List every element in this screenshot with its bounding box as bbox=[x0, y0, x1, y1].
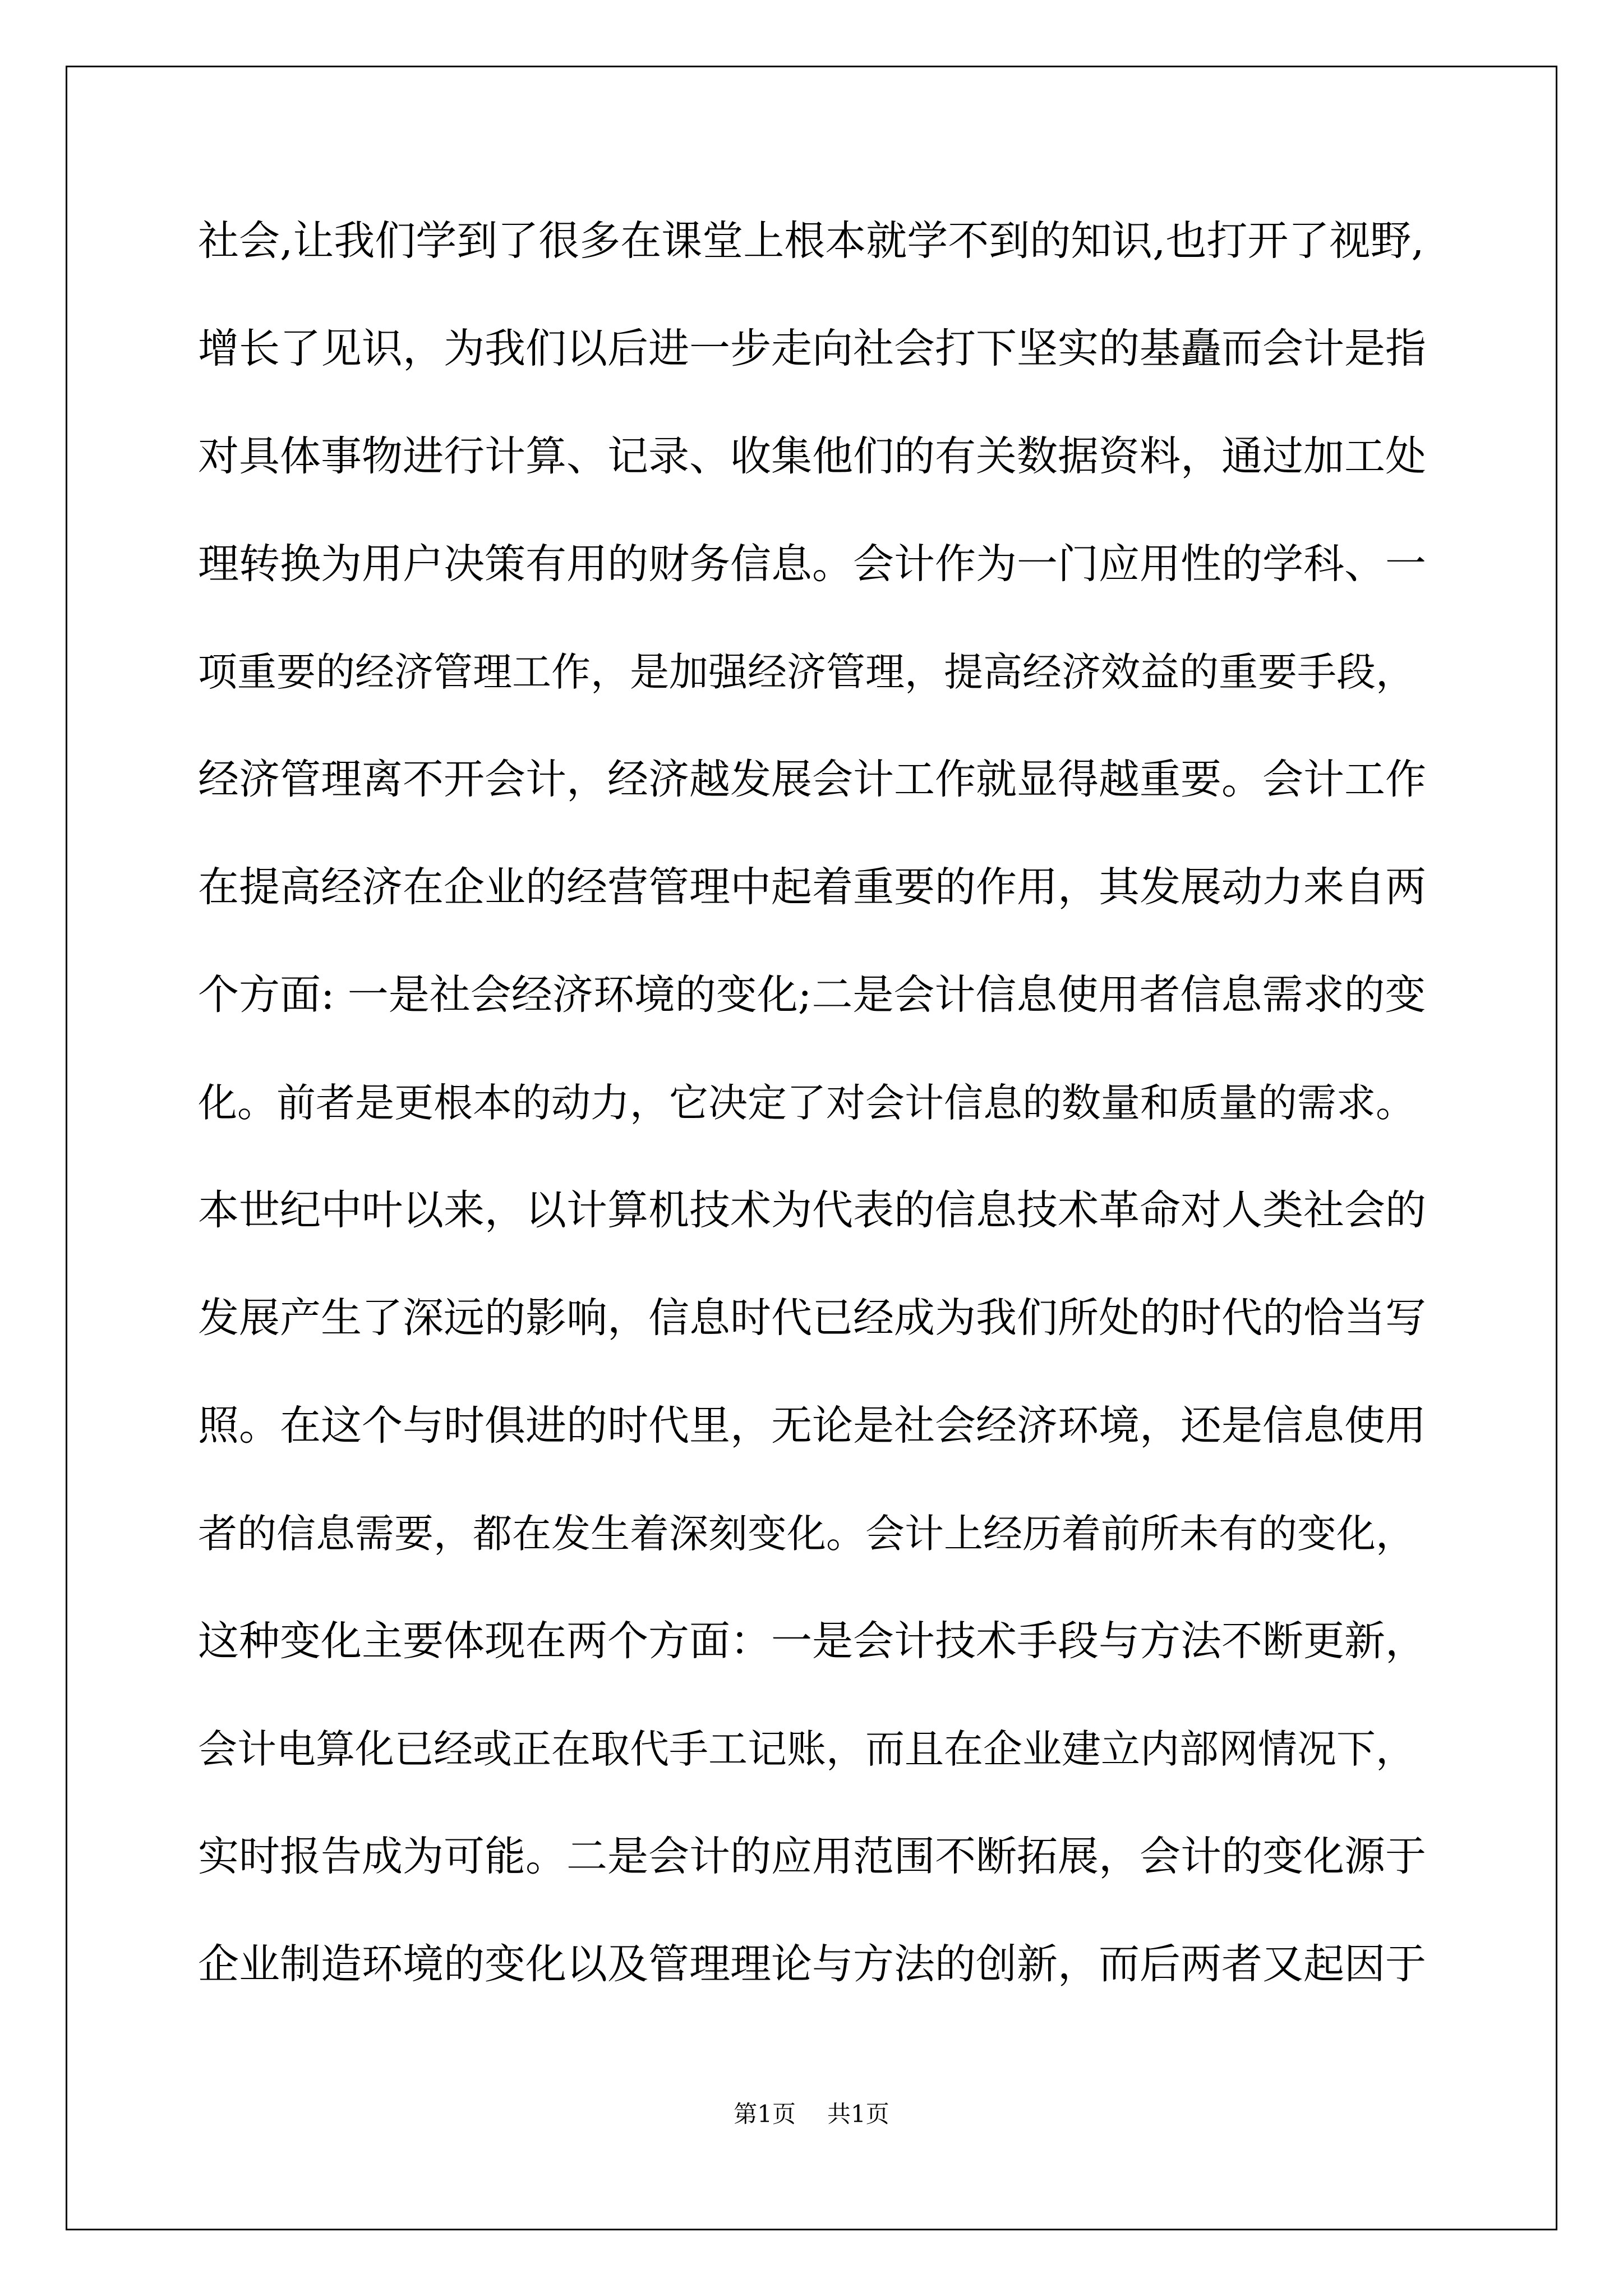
text-line: 经济管理离不开会计，经济越发展会计工作就显得越重要。会计工作 bbox=[198, 756, 1426, 803]
page-footer bbox=[0, 2096, 1623, 2129]
text-line: 理转换为用户决策有用的财务信息。会计作为一门应用性的学科、一 bbox=[198, 540, 1426, 588]
text-line: 这种变化主要体现在两个方面：一是会计技术手段与方法不断更新， bbox=[198, 1617, 1426, 1665]
text-line: 增长了见识，为我们以后进一步走向社会打下坚实的基矗而会计是指 bbox=[198, 325, 1426, 372]
text-line: 个方面: 一是社会经济环境的变化;二是会计信息使用者信息需求的变 bbox=[198, 971, 1426, 1019]
text-line: 对具体事物进行计算、记录、收集他们的有关数据资料，通过加工处 bbox=[198, 432, 1426, 480]
page-number: 第1页 bbox=[734, 2100, 796, 2128]
text-line: 会计电算化已经或正在取代手工记账，而且在企业建立内部网情况下， bbox=[198, 1726, 1415, 1772]
total-pages: 共1页 bbox=[827, 2100, 889, 2128]
body-text bbox=[198, 212, 1432, 2043]
text-line: 项重要的经济管理工作，是加强经济管理，提高经济效益的重要手段， bbox=[198, 649, 1415, 695]
text-line: 企业制造环境的变化以及管理理论与方法的创新，而后两者又起因于 bbox=[198, 1940, 1426, 1988]
text-line: 发展产生了深远的影响，信息时代已经成为我们所处的时代的恰当写 bbox=[198, 1294, 1426, 1342]
text-line: 者的信息需要，都在发生着深刻变化。会计上经历着前所未有的变化， bbox=[198, 1511, 1415, 1557]
text-line: 照。在这个与时俱进的时代里，无论是社会经济环境，还是信息使用 bbox=[198, 1402, 1426, 1450]
text-line: 化。前者是更根本的动力，它决定了对会计信息的数量和质量的需求。 bbox=[198, 1080, 1415, 1126]
text-line: 实时报告成为可能。二是会计的应用范围不断拓展，会计的变化源于 bbox=[198, 1833, 1426, 1880]
text-line: 在提高经济在企业的经营管理中起着重要的作用，其发展动力来自两 bbox=[198, 863, 1426, 911]
text-line: 社会,让我们学到了很多在课堂上根本就学不到的知识,也打开了视野, bbox=[198, 217, 1424, 265]
text-line: 本世纪中叶以来，以计算机技术为代表的信息技术革命对人类社会的 bbox=[198, 1186, 1426, 1234]
